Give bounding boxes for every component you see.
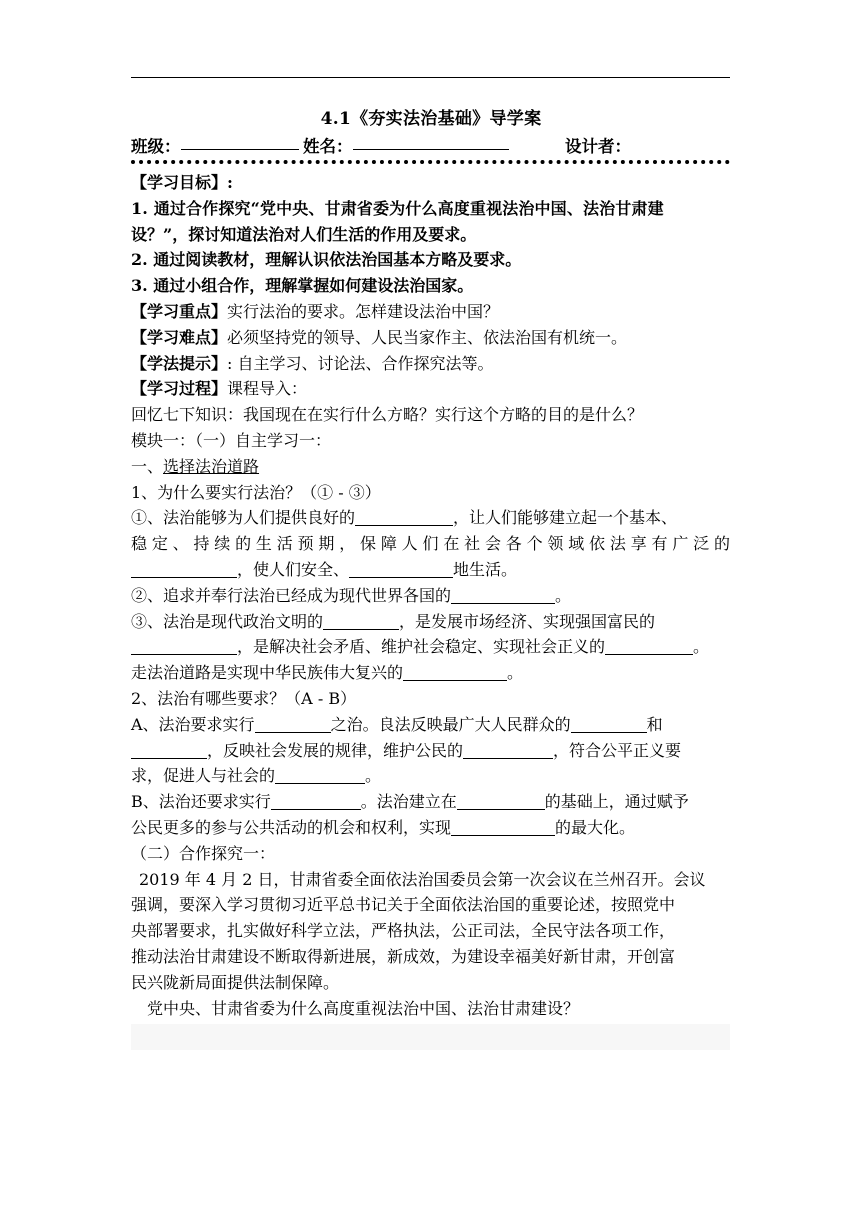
q1-point2 [131,583,730,609]
answer-area[interactable] [131,1024,730,1050]
q2-b-line1 [131,789,730,815]
class-label: 班级： [131,137,181,156]
fill-blank[interactable] [349,560,453,578]
objective-3: 3. 通过小组合作，理解掌握如何建设法治国家。 [131,276,474,296]
coop-passage-line2: 强调，要深入学习贯彻习近平总书记关于全面依法治国的重要论述，按照党中 [131,895,676,915]
q2-b2: 。法治建立在 [360,792,457,812]
fill-blank[interactable] [403,663,507,681]
q2-b1: B、法治还要求实行 [131,792,271,812]
difficulty-text: 必须坚持党的领导、人民当家作主、依法治国有机统一。 [227,327,628,347]
coop-passage-line3: 央部署要求，扎实做好科学立法，严格执法，公正司法，全民守法各项工作， [131,921,676,941]
name-blank[interactable] [353,133,509,150]
difficulty-tag: 【学习难点】 [131,327,228,347]
header-fields [131,133,731,155]
q2-a-line1 [131,712,730,738]
class-blank[interactable] [181,133,299,150]
q1-point3-line2 [131,634,730,660]
dotted-separator [131,160,730,164]
q2-b-line2 [131,815,730,841]
q2-a6: 求，促进人与社会的 [131,766,276,786]
fill-blank[interactable] [451,818,555,836]
module1-heading: 模块一：（一）自主学习一： [131,430,332,450]
q2-a7: 。 [365,766,382,786]
q1-p1d: 地生活。 [453,559,518,579]
designer-label: 设计者： [565,137,631,156]
q1-p4a: 走法治道路是实现中华民族伟大复兴的 [131,663,404,683]
q1-p1c: ，使人们安全、 [237,559,350,579]
fill-blank[interactable] [463,741,553,759]
section1-title: 选择法治道路 [163,456,260,476]
q2-b5: 的最大化。 [555,817,636,837]
fill-blank[interactable] [131,741,207,759]
fill-blank[interactable] [457,792,545,810]
coop-heading: （二）合作探究一： [131,843,276,863]
worksheet-body [131,170,730,1021]
objective-2: 2. 通过阅读教材，理解认识依法治国基本方略及要求。 [131,250,522,270]
q1-p1a: ①、法治能够为人们提供良好的 [131,508,356,528]
class-field [131,133,181,157]
q2-a3: 和 [646,714,663,734]
fill-blank[interactable] [131,560,237,578]
q1-point1-line1 [131,505,730,531]
q2-a-line3 [131,763,730,789]
q2-a4: ，反映社会发展的规律，维护公民的 [207,740,464,760]
q2-title: 2、法治有哪些要求？（A - B） [131,688,357,708]
q1-p3c: ，是解决社会矛盾、维护社会稳定、实现社会正义的 [237,637,606,657]
coop-question: 党中央、甘肃省委为什么高度重视法治中国、法治甘肃建设？ [147,998,580,1018]
q1-p3a: ③、法治是现代政治文明的 [131,611,324,631]
q1-point4 [131,660,730,686]
method-text: : 自主学习、讨论法、合作探究法等。 [227,353,494,373]
focus-text: 实行法治的要求。怎样建设法治中国？ [227,301,500,321]
difficulty-line [131,325,730,351]
fill-blank[interactable] [605,637,693,655]
q2-a2: 之治。良法反映最广大人民群众的 [330,714,571,734]
coop-passage-line4: 推动法治甘肃建设不断取得新进展，新成效，为建设幸福美好新甘肃，开创富 [131,946,676,966]
objective-1-line2: 设？”，探讨知道法治对人们生活的作用及要求。 [131,224,477,244]
q1-title: 1、为什么要实行法治？（① - ③） [131,482,381,502]
fill-blank[interactable] [255,715,331,733]
objectives-heading: 【学习目标】: [131,173,233,192]
recall-question: 回忆七下知识：我国现在在实行什么方略？实行这个方略的目的是什么？ [131,405,644,425]
fill-blank[interactable] [323,612,399,630]
coop-passage-line1: 2019 年 4 月 2 日，甘肃省委全面依法治国委员会第一次会议在兰州召开。会议 [139,869,706,889]
q2-a1: A、法治要求实行 [131,714,255,734]
q1-p1b: ，让人们能够建立起一个基本、 [453,508,678,528]
q1-point3-line1 [131,609,730,635]
q2-a5: ，符合公平正义要 [553,740,682,760]
method-line [131,351,730,377]
q2-b4: 公民更多的参与公共活动的机会和权利，实现 [131,817,452,837]
top-rule [131,77,730,78]
process-text: 课程导入： [227,379,308,399]
name-field [303,133,353,157]
method-tag: 【学法提示】 [131,353,228,373]
focus-tag: 【学习重点】 [131,301,228,321]
fill-blank[interactable] [571,715,647,733]
focus-line [131,299,730,325]
fill-blank[interactable] [451,586,555,604]
fill-blank[interactable] [275,766,365,784]
section1-prefix: 一、 [131,456,164,476]
designer-field [565,133,631,157]
fill-blank[interactable] [131,637,237,655]
q1-p3d: 。 [693,637,710,657]
process-tag: 【学习过程】 [131,379,228,399]
fill-blank[interactable] [355,508,453,526]
q2-b3: 的基础上，通过赋予 [544,792,689,812]
name-label: 姓名： [303,137,353,156]
q1-p3b: ，是发展市场经济、实现强国富民的 [399,611,656,631]
q1-p2b: 。 [555,585,572,605]
objective-1-line1: 1. 通过合作探究“党中央、甘肃省委为什么高度重视法治中国、法治甘肃建 [131,198,664,218]
q2-a-line2 [131,738,730,764]
q1-p2a: ②、追求并奉行法治已经成为现代世界各国的 [131,585,452,605]
fill-blank[interactable] [271,792,361,810]
q1-p4b: 。 [507,663,524,683]
process-line [131,376,730,402]
q1-point1-line2: 稳定、持续的生活预期，保障人们在社会各个领域依法享有广泛的 [131,534,730,554]
coop-passage-line5: 民兴陇新局面提供法制保障。 [131,972,340,992]
document-title: 4.1《夯实法治基础》导学案 [320,109,542,129]
section1-heading [131,454,730,480]
q1-point1-line3 [131,557,730,583]
